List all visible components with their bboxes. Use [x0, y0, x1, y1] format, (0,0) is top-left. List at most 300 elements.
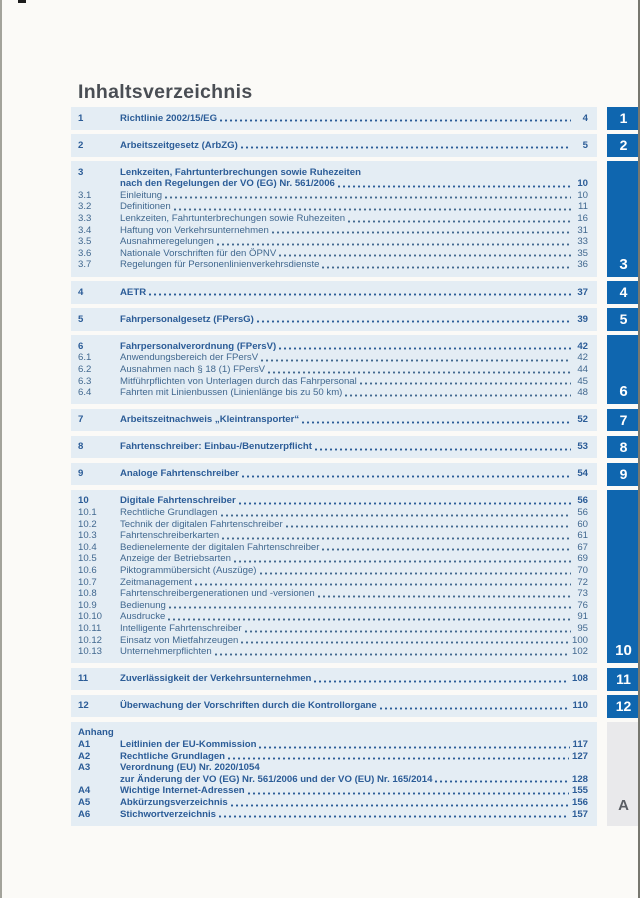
toc-entry-title: Digitale Fahrtenschreiber [120, 495, 236, 507]
toc-entry-line [120, 635, 588, 647]
toc-band [71, 308, 597, 331]
side-tab-label: 12 [615, 698, 632, 715]
toc-entry-line [120, 565, 588, 577]
toc-entry-line [120, 507, 588, 519]
toc-entry-title: Unternehmerpflichten [120, 646, 212, 658]
toc-entry-number: A3 [78, 762, 91, 774]
side-tab-11 [607, 668, 640, 691]
side-tab-6 [607, 335, 640, 404]
toc-entry-number: A1 [78, 739, 91, 751]
toc-entry-number: 3.2 [78, 201, 92, 213]
toc-entry-number: 10.5 [78, 553, 97, 565]
toc-bands [71, 107, 597, 830]
toc-entry-number: 10.11 [78, 623, 102, 634]
dot-leader [322, 548, 571, 551]
toc-entry-number: 10.7 [78, 576, 97, 588]
side-tab-label: 2 [619, 137, 628, 154]
dot-leader [242, 475, 571, 478]
dot-leader [322, 266, 571, 269]
toc-entry-title: Ausdrucke [120, 611, 166, 623]
dot-leader [268, 371, 571, 374]
dot-leader [259, 746, 569, 749]
toc-entry [78, 623, 588, 635]
dot-leader [149, 293, 571, 296]
toc-entry [78, 700, 588, 712]
toc-entry-line [120, 553, 588, 565]
page-number: 35 [577, 247, 588, 259]
toc-entry-line [120, 646, 588, 658]
dot-leader [435, 780, 569, 783]
page-number: 56 [577, 507, 588, 519]
toc-entry [78, 611, 588, 623]
toc-entry-title: Einsatz von Mietfahrzeugen [120, 634, 239, 646]
page-number: 155 [571, 785, 588, 797]
toc-entry-line [120, 673, 588, 685]
toc-entry [78, 507, 588, 519]
toc-entry-title: Fahrten mit Linienbussen (Linienlänge bis zu 50 km) [120, 387, 343, 399]
toc-entry [78, 600, 588, 612]
toc-entry [78, 646, 588, 658]
dot-leader [228, 757, 569, 760]
toc-entry-line [120, 341, 588, 353]
toc-entry [78, 225, 588, 237]
toc-entry-title: Zuverlässigkeit der Verkehrsunternehmen [120, 673, 312, 685]
toc-band [71, 409, 597, 432]
toc-entry-line [120, 352, 588, 364]
toc-entry-title: Verordnung (EU) Nr. 2020/1054 [120, 762, 260, 774]
toc-entry [78, 797, 588, 809]
toc-entry [78, 565, 588, 577]
toc-entry-line [120, 495, 588, 507]
toc-entry-number: 10 [78, 495, 89, 507]
page-number: 5 [582, 139, 588, 151]
toc-entry-title: Fahrpersonalverordnung (FPersV) [120, 340, 277, 352]
page-number: 156 [571, 797, 588, 809]
dot-leader [338, 185, 571, 188]
page-number: 69 [577, 553, 588, 565]
toc-entry-line [120, 259, 588, 271]
page-number: 102 [571, 646, 588, 658]
page-number: 110 [572, 700, 588, 712]
toc-entry-number: 10.9 [78, 599, 97, 611]
toc-entry-title: Zeitmanagement [120, 576, 192, 588]
page-number: 73 [577, 588, 588, 600]
toc-entry [78, 236, 588, 248]
tab-rail [607, 107, 640, 830]
toc-entry-number: 7 [78, 414, 84, 426]
toc-entry [78, 785, 588, 797]
toc-entry-title: Anzeige der Betriebsarten [120, 553, 231, 565]
toc-entry [78, 387, 588, 399]
toc-band [71, 668, 597, 691]
toc-entry-line [120, 190, 588, 202]
toc-entry-title: Bedienelemente der digitalen Fahrtenschreiber [120, 541, 320, 553]
toc-entry-line [120, 314, 588, 326]
side-tab-label: 3 [619, 255, 628, 273]
toc-entry [78, 530, 588, 542]
toc-entry-number: 10.2 [78, 518, 97, 530]
dot-leader [241, 641, 569, 644]
toc-entry-title: Anwendungsbereich der FPersV [120, 352, 259, 364]
toc-entry-line [120, 140, 588, 152]
toc-entry [78, 190, 588, 202]
toc-entry-title: Rechtliche Grundlagen [120, 507, 218, 519]
side-tab-8 [607, 436, 640, 459]
dot-leader [217, 243, 571, 246]
page-number: 56 [577, 495, 588, 507]
toc-entry-line [120, 201, 588, 213]
page-number: 4 [582, 112, 588, 124]
toc-entry-number: A2 [78, 750, 91, 762]
toc-entry-line [120, 588, 588, 600]
toc-entry-number: 9 [78, 468, 84, 480]
page-number: 70 [577, 565, 588, 577]
toc-band [71, 436, 597, 459]
toc-entry [78, 762, 588, 785]
toc-entry-title: Ausnahmeregelungen [120, 236, 214, 248]
page-number: 60 [577, 518, 588, 530]
side-tab-label: 4 [619, 284, 628, 301]
toc-entry [78, 364, 588, 376]
dot-leader [261, 359, 571, 362]
toc-band [71, 335, 597, 404]
toc-entry-line [120, 414, 588, 426]
toc-entry [78, 259, 588, 271]
dot-leader [234, 560, 571, 563]
toc-entry [78, 553, 588, 565]
side-tab-2 [607, 134, 640, 157]
page-number: 10 [577, 189, 588, 201]
toc-entry-number: 10.12 [78, 634, 103, 646]
dot-leader [165, 196, 571, 199]
toc-entry [78, 588, 588, 600]
toc-entry [78, 809, 588, 821]
side-tab-5 [607, 308, 640, 331]
toc-entry-title: Einleitung [120, 189, 163, 201]
side-tab-label: 1 [619, 110, 628, 127]
dot-leader [380, 707, 570, 710]
toc-entry-line [120, 774, 588, 786]
toc-entry-title: AETR [120, 286, 147, 298]
toc-entry-line [120, 762, 588, 774]
toc-entry [78, 495, 588, 507]
toc-entry-number: 10.1 [78, 507, 97, 519]
toc-entry-number: 4 [78, 286, 84, 298]
dot-leader [241, 146, 571, 149]
toc-entry-title: Wichtige Internet-Adressen [120, 785, 245, 797]
dot-leader [195, 583, 571, 586]
side-tab-label: 10 [615, 642, 632, 660]
page-number: 95 [577, 623, 588, 634]
toc-entry-line [120, 113, 588, 125]
toc-entry-line [120, 441, 588, 453]
toc-entry-line [120, 751, 588, 763]
page-number: 61 [577, 530, 588, 542]
toc-entry-title: Nationale Vorschriften für den ÖPNV [120, 247, 277, 259]
toc-entry-title: Intelligente Fahrtenschreiber [120, 623, 242, 634]
toc-entry-line [120, 700, 588, 712]
page-number: 100 [571, 634, 588, 646]
side-tab-label: 8 [619, 439, 628, 456]
side-tab-9 [607, 463, 640, 486]
toc-entry-line [120, 809, 588, 821]
side-tab-label: 11 [616, 671, 631, 688]
toc-entry-number: 3.1 [78, 189, 92, 201]
toc-entry [78, 201, 588, 213]
toc-entry-number: 6.1 [78, 352, 92, 364]
toc-entry-line [120, 376, 588, 388]
page-number: 54 [577, 468, 588, 480]
dot-leader [272, 231, 571, 234]
dot-leader [315, 448, 571, 451]
toc-entry-line [120, 468, 588, 480]
toc-entry-title: Mitführpflichten von Unterlagen durch das Fahrpersonal [120, 375, 357, 387]
toc-entry [78, 577, 588, 589]
toc-entry [78, 635, 588, 647]
page-number: 117 [572, 739, 588, 751]
dot-leader [219, 815, 569, 818]
page-number: 39 [577, 313, 588, 325]
scan-artifact [18, 0, 26, 3]
page-number: 72 [577, 576, 588, 588]
toc-entry-title: Arbeitszeitgesetz (ArbZG) [120, 139, 238, 151]
toc-entry-number: 10.6 [78, 565, 97, 577]
toc-entry-title: Überwachung der Vorschriften durch die Kontrollorgane [120, 700, 377, 712]
toc-entry-number: 10.13 [78, 646, 103, 658]
toc-entry-number: 10.10 [78, 611, 103, 623]
dot-leader [279, 347, 571, 350]
toc-entry-line [120, 248, 588, 260]
toc-entry-number: 6 [78, 340, 84, 352]
toc-entry-line [120, 178, 588, 190]
dot-leader [279, 254, 571, 257]
toc-entry-number: 5 [78, 313, 84, 325]
toc-entry-number: 3 [78, 166, 84, 178]
toc-entry-title: Fahrpersonalgesetz (FPersG) [120, 313, 254, 325]
toc-entry-number: 8 [78, 441, 84, 453]
toc-entry-title: nach den Regelungen der VO (EG) Nr. 561/2006 [120, 178, 335, 190]
page-number: 42 [577, 340, 588, 352]
toc-entry-number: 6.4 [78, 387, 92, 399]
toc-entry-number: 2 [78, 139, 84, 151]
side-tab-label: 9 [619, 466, 628, 483]
toc-entry [78, 341, 588, 353]
page-number: 91 [577, 611, 588, 623]
toc-entry-title: Rechtliche Grundlagen [120, 750, 226, 762]
toc-band [71, 281, 597, 304]
page-number: 48 [577, 387, 588, 399]
toc-entry [78, 441, 588, 453]
toc-entry [78, 167, 588, 190]
dot-leader [318, 595, 571, 598]
dot-leader [302, 421, 571, 424]
toc-entry-title: Bedienung [120, 599, 166, 611]
toc-band [71, 463, 597, 486]
toc-entry-number: 1 [78, 112, 84, 124]
toc-entry-number: 3.4 [78, 224, 92, 236]
toc-entry-number: A4 [78, 785, 91, 797]
toc-entry [78, 213, 588, 225]
toc-entry-title: Lenkzeiten, Fahrtunterbrechungen sowie Ruhezeiten [120, 166, 361, 178]
toc-entry [78, 140, 588, 152]
toc-entry-title: Haftung von Verkehrsunternehmen [120, 224, 269, 236]
page-number: 45 [577, 375, 588, 387]
toc-entry [78, 414, 588, 426]
toc-entry-number: 3.6 [78, 247, 92, 259]
toc-band [71, 107, 597, 130]
toc-entry-line [120, 530, 588, 542]
page-number: 11 [578, 201, 588, 213]
dot-leader [220, 119, 571, 122]
side-tab-label: 5 [619, 311, 628, 328]
toc-entry-line [120, 387, 588, 399]
toc-entry-title: Fahrtenschreiber: Einbau-/Benutzerpflicht [120, 441, 312, 453]
side-tab-7 [607, 409, 640, 432]
page-number: 31 [577, 224, 588, 236]
toc-entry-title: Richtlinie 2002/15/EG [120, 112, 218, 124]
page-number: 10 [577, 178, 588, 190]
toc-entry-title: Fahrtenschreiberkarten [120, 530, 220, 542]
page-number: 67 [577, 541, 588, 553]
toc-entry [78, 739, 588, 751]
side-tab-A [607, 722, 640, 826]
dot-leader [314, 680, 569, 683]
page-number: 108 [571, 673, 588, 685]
page-number: 37 [577, 286, 588, 298]
toc-entry-number: 11 [78, 673, 89, 685]
toc-entry [78, 352, 588, 364]
toc-entry-line [120, 287, 588, 299]
toc-entry-line [120, 600, 588, 612]
toc-entry-number: 3.5 [78, 236, 92, 248]
toc-entry-title: Definitionen [120, 201, 171, 213]
dot-leader [257, 320, 571, 323]
toc-entry-line [120, 577, 588, 589]
toc-entry [78, 542, 588, 554]
dot-leader [286, 525, 571, 528]
toc-entry [78, 468, 588, 480]
toc-band [71, 490, 597, 663]
dot-leader [169, 606, 571, 609]
toc-entry-line [120, 213, 588, 225]
side-tab-label: A [618, 796, 629, 814]
page-number: 33 [577, 236, 588, 248]
page-number: 128 [571, 773, 588, 785]
side-tab-12 [607, 695, 640, 718]
toc-entry [78, 314, 588, 326]
dot-leader [248, 792, 569, 795]
toc-entry-title: Regelungen für Personenlinienverkehrsdienste [120, 259, 320, 271]
toc-entry-title: Ausnahmen nach § 18 (1) FPersV [120, 363, 266, 375]
page-number: 157 [571, 808, 588, 820]
toc-entry-line [120, 364, 588, 376]
toc-entry-number: 10.3 [78, 530, 97, 542]
toc-entry-title: Analoge Fahrtenschreiber [120, 468, 239, 480]
side-tab-10 [607, 490, 640, 663]
toc-entry-title: Arbeitszeitnachweis „Kleintransporter“ [120, 414, 300, 426]
toc-entry [78, 287, 588, 299]
page-number: 16 [577, 213, 588, 225]
dot-leader [231, 804, 569, 807]
toc-band [71, 161, 597, 276]
toc-entry-number: Anhang [78, 727, 114, 739]
toc-entry-line [120, 236, 588, 248]
toc-entry-title: Technik der digitalen Fahrtenschreiber [120, 518, 283, 530]
toc-entry [78, 519, 588, 531]
toc-entry [78, 113, 588, 125]
dot-leader [260, 572, 572, 575]
side-tab-3 [607, 161, 640, 276]
toc-entry-title: Stichwortverzeichnis [120, 808, 216, 820]
toc-entry-number: 10.4 [78, 541, 97, 553]
page-number: 53 [577, 441, 588, 453]
toc-entry-number: 3.7 [78, 259, 92, 271]
toc-entry-line [120, 225, 588, 237]
toc-entry-number: 6.2 [78, 363, 92, 375]
side-tab-label: 6 [619, 383, 628, 401]
scan-edge-left [0, 0, 2, 898]
toc-entry [78, 673, 588, 685]
page-number: 76 [577, 599, 588, 611]
toc-entry-line [120, 739, 588, 751]
toc-entry-line [120, 785, 588, 797]
toc-entry-title: Leitlinien der EU-Kommission [120, 739, 257, 751]
toc-band [71, 722, 597, 826]
page-number: 36 [577, 259, 588, 271]
toc-entry-number: 12 [78, 700, 89, 712]
dot-leader [168, 618, 571, 621]
toc-entry-line [120, 542, 588, 554]
dot-leader [174, 208, 571, 211]
dot-leader [348, 220, 571, 223]
dot-leader [345, 394, 571, 397]
page-title: Inhaltsverzeichnis [78, 81, 253, 103]
toc-band [71, 695, 597, 718]
toc-entry-line [120, 167, 588, 179]
toc-entry [78, 727, 588, 739]
toc-entry-title: zur Änderung der VO (EG) Nr. 561/2006 und der VO (EU) Nr. 165/2014 [120, 773, 433, 785]
dot-leader [360, 382, 571, 385]
page-number: 52 [577, 414, 588, 426]
toc-entry-number: 10.8 [78, 588, 97, 600]
toc-entry-line [120, 519, 588, 531]
toc-entry [78, 376, 588, 388]
page-number: 127 [571, 750, 588, 762]
toc-entry [78, 751, 588, 763]
dot-leader [221, 514, 571, 517]
dot-leader [239, 502, 571, 505]
page-number: 42 [577, 352, 588, 364]
side-tab-4 [607, 281, 640, 304]
page-number: 44 [577, 363, 588, 375]
toc-entry-number: 3.3 [78, 213, 92, 225]
toc-band [71, 134, 597, 157]
toc-entry-title: Lenkzeiten, Fahrtunterbrechungen sowie Ruhezeiten [120, 213, 346, 225]
toc-entry-title: Abkürzungsverzeichnis [120, 797, 228, 809]
toc-entry-line [120, 611, 588, 623]
dot-leader [245, 630, 571, 633]
dot-leader [222, 537, 571, 540]
toc-entry-line [120, 623, 588, 635]
toc-entry-number: A6 [78, 808, 91, 820]
toc-entry-number: A5 [78, 797, 91, 809]
toc-entry-title: Piktogrammübersicht (Auszüge) [120, 565, 257, 577]
side-tab-label: 7 [619, 412, 628, 429]
side-tab-1 [607, 107, 640, 130]
toc-entry-line [120, 797, 588, 809]
toc-entry-number: 6.3 [78, 375, 92, 387]
toc-entry-title: Fahrtenschreibergenerationen und -versionen [120, 588, 315, 600]
